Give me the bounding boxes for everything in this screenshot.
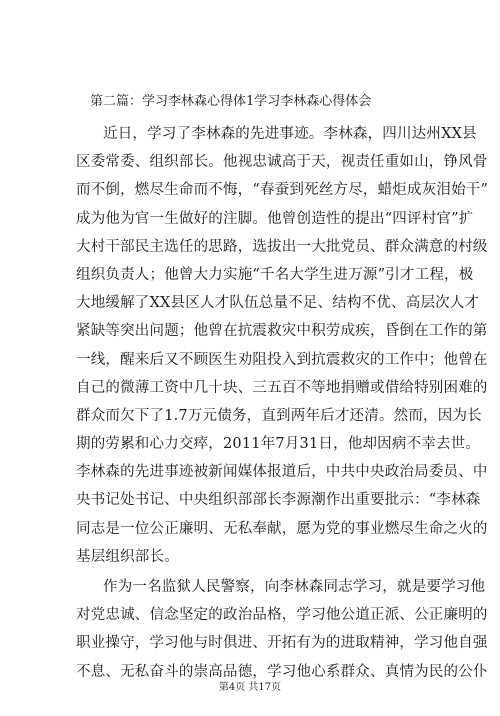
text-line: 李林森的先进事迹被新闻媒体报道后，中共中央政治局委员、中: [76, 464, 488, 481]
text-line: 组织负责人；他曾大力实施“千名大学生进万源”引才工程，极: [76, 266, 474, 283]
section-heading: 第二篇：学习李林森心得体1学习李林森心得体会: [90, 94, 372, 109]
text-line: 群众而欠下了1.7万元债务，直到两年后才还清。然而，因为长: [76, 407, 482, 424]
document-body: [76, 120, 489, 716]
page-number-footer: 第4页 共17页: [218, 682, 282, 693]
text-line: 职业操守，学习他与时俱进、开拓有为的进取精神，学习他自强: [76, 635, 488, 652]
paragraph-1: [76, 120, 489, 571]
text-line: 自己的微薄工资中几十块、三五百不等地捐赠或借给特别困难的: [76, 379, 488, 396]
text-line: 同志是一位公正廉明、无私奉献，愿为党的事业燃尽生命之火的: [76, 520, 488, 537]
text-line: 不息、无私奋斗的崇高品德，学习他心系群众、真情为民的公仆: [76, 663, 488, 680]
text-line: 一线，醒来后又不顾医生劝阻投入到抗震救灾的工作中；他曾在: [76, 351, 488, 368]
text-line: 大地缓解了XX县区人才队伍总量不足、结构不优、高层次人才: [76, 295, 480, 312]
text-line: 期的劳累和心力交瘁，2011年7月31日，他却因病不幸去世。: [76, 436, 481, 453]
text-line: 基层组织部长。: [76, 548, 179, 565]
text-line: 大村干部民主选任的思路，选拔出一大批党员、群众满意的村级: [76, 238, 488, 255]
text-line: 近日，学习了李林森的先进事迹。李林森，四川达州XX县: [103, 126, 477, 142]
text-line: 对党忠诚、信念坚定的政治品格，学习他公道正派、公正廉明的: [76, 607, 488, 624]
text-line: 成为他为官一生做好的注脚。他曾创造性的提出“四评村官”扩: [76, 210, 474, 227]
text-line: 区委常委、组织部长。他视忠诚高于天，视责任重如山，铮风骨: [76, 154, 488, 171]
text-line: 而不倒，燃尽生命而不悔，“春蚕到死丝方尽，蜡炬成灰泪始干”: [76, 182, 489, 199]
text-line: 央书记处书记、中央组织部部长李源潮作出重要批示：“李林森: [76, 492, 481, 509]
text-line: 作为一名监狱人民警察，向李林森同志学习，就是要学习他: [103, 579, 486, 595]
text-line: 紧缺等突出问题；他曾在抗震救灾中积劳成疾，昏倒在工作的第: [76, 323, 488, 340]
